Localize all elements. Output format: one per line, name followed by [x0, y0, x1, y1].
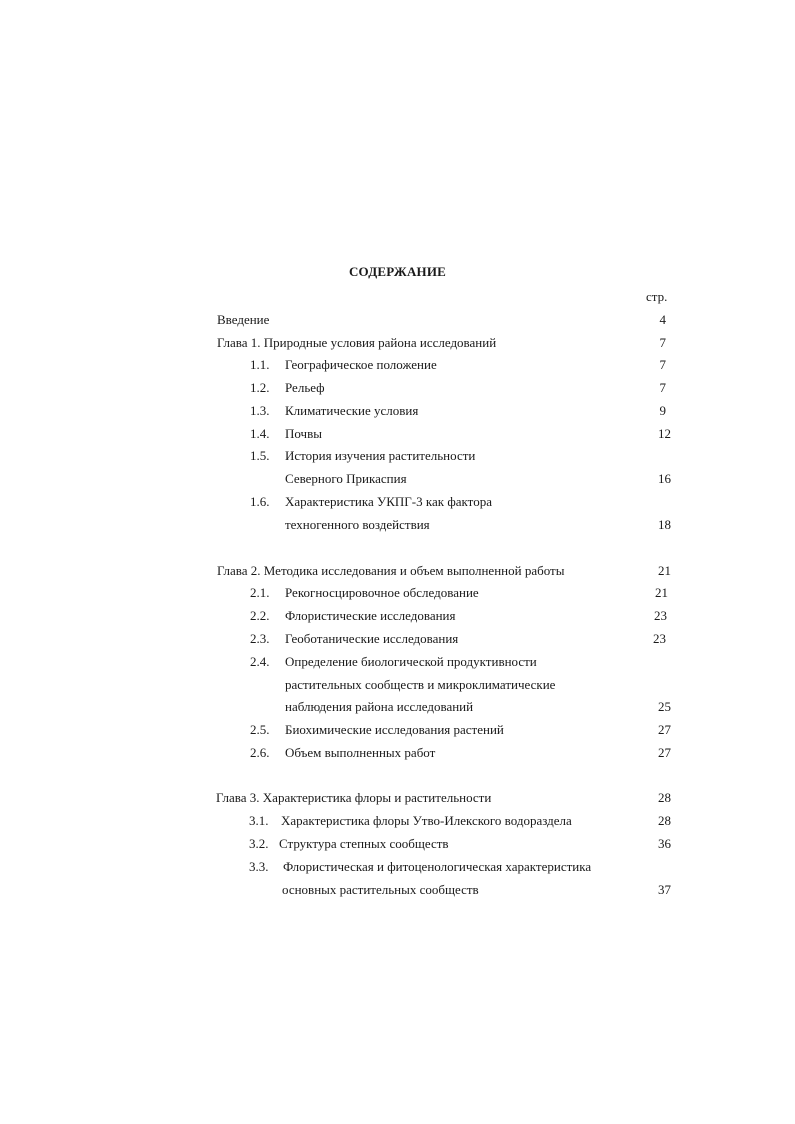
toc-page-1-6: 18	[658, 517, 671, 532]
toc-entry-1-5-line2: Северного Прикаспия	[285, 471, 407, 486]
toc-entry-3-3-line2: основных растительных сообществ	[282, 882, 479, 897]
toc-page-1-3: 9	[659, 403, 666, 418]
page-column-header: стр.	[646, 289, 668, 304]
toc-page-2-5: 27	[658, 722, 671, 737]
toc-entry-2-6: Объем выполненных работ	[285, 745, 436, 760]
toc-entry-2-4-line2: растительных сообществ и микроклиматические	[285, 677, 556, 692]
toc-page-chapter-1: 7	[659, 335, 666, 350]
toc-entry-3-3-line1: Флористическая и фитоценологическая характеристика	[283, 859, 592, 874]
toc-entry-1-5-line1: История изучения растительности	[285, 448, 476, 463]
toc-num-2-4: 2.4.	[250, 654, 270, 669]
toc-entry-1-6-line1: Характеристика УКПГ-3 как фактора	[285, 494, 492, 509]
toc-entry-2-1: Рекогносцировочное обследование	[285, 585, 479, 600]
toc-entry-1-3: Климатические условия	[285, 403, 419, 418]
toc-entry-1-1: Географическое положение	[285, 357, 437, 372]
toc-num-1-2: 1.2.	[250, 380, 270, 395]
toc-page-chapter-2: 21	[658, 563, 671, 578]
toc-page-2-2: 23	[654, 608, 667, 623]
toc-page-2-4: 25	[658, 699, 671, 714]
toc-num-2-6: 2.6.	[250, 745, 270, 760]
toc-entry-1-2: Рельеф	[285, 380, 325, 395]
toc-page-3-3: 37	[658, 882, 671, 897]
toc-page-2-1: 21	[655, 585, 668, 600]
toc-page-2-3: 23	[653, 631, 666, 646]
toc-num-1-6: 1.6.	[250, 494, 270, 509]
toc-num-1-1: 1.1.	[250, 357, 270, 372]
toc-page-1-2: 7	[659, 380, 666, 395]
toc-page-1-5: 16	[658, 471, 671, 486]
toc-num-1-4: 1.4.	[250, 426, 270, 441]
toc-page-3-1: 28	[658, 813, 671, 828]
toc-num-2-2: 2.2.	[250, 608, 270, 623]
toc-num-3-1: 3.1.	[249, 813, 269, 828]
toc-entry-2-4-line3: наблюдения района исследований	[285, 699, 474, 714]
toc-page-intro: 4	[659, 312, 666, 327]
toc-page-chapter-3: 28	[658, 790, 671, 805]
toc-num-3-2: 3.2.	[249, 836, 269, 851]
toc-entry-2-4-line1: Определение биологической продуктивности	[285, 654, 537, 669]
toc-entry-2-5: Биохимические исследования растений	[285, 722, 504, 737]
toc-page-3-2: 36	[658, 836, 671, 851]
toc-chapter-3: Глава 3. Характеристика флоры и растительности	[216, 790, 492, 805]
toc-num-2-5: 2.5.	[250, 722, 270, 737]
toc-entry-intro: Введение	[217, 312, 270, 327]
toc-num-3-3: 3.3.	[249, 859, 269, 874]
toc-num-1-3: 1.3.	[250, 403, 270, 418]
toc-entry-2-2: Флористические исследования	[285, 608, 456, 623]
toc-page-2-6: 27	[658, 745, 671, 760]
toc-chapter-1: Глава 1. Природные условия района исследований	[217, 335, 497, 350]
toc-entry-1-4: Почвы	[285, 426, 322, 441]
toc-entry-2-3: Геоботанические исследования	[285, 631, 459, 646]
toc-num-2-3: 2.3.	[250, 631, 270, 646]
toc-page-1-1: 7	[659, 357, 666, 372]
toc-num-1-5: 1.5.	[250, 448, 270, 463]
toc-entry-1-6-line2: техногенного воздействия	[285, 517, 430, 532]
toc-entry-3-1: Характеристика флоры Утво-Илекского водораздела	[281, 813, 572, 828]
toc-title: СОДЕРЖАНИЕ	[348, 264, 447, 279]
toc-chapter-2: Глава 2. Методика исследования и объем выполненной работы	[217, 563, 565, 578]
toc-num-2-1: 2.1.	[250, 585, 270, 600]
toc-page-1-4: 12	[658, 426, 671, 441]
toc-entry-3-2: Структура степных сообществ	[279, 836, 449, 851]
